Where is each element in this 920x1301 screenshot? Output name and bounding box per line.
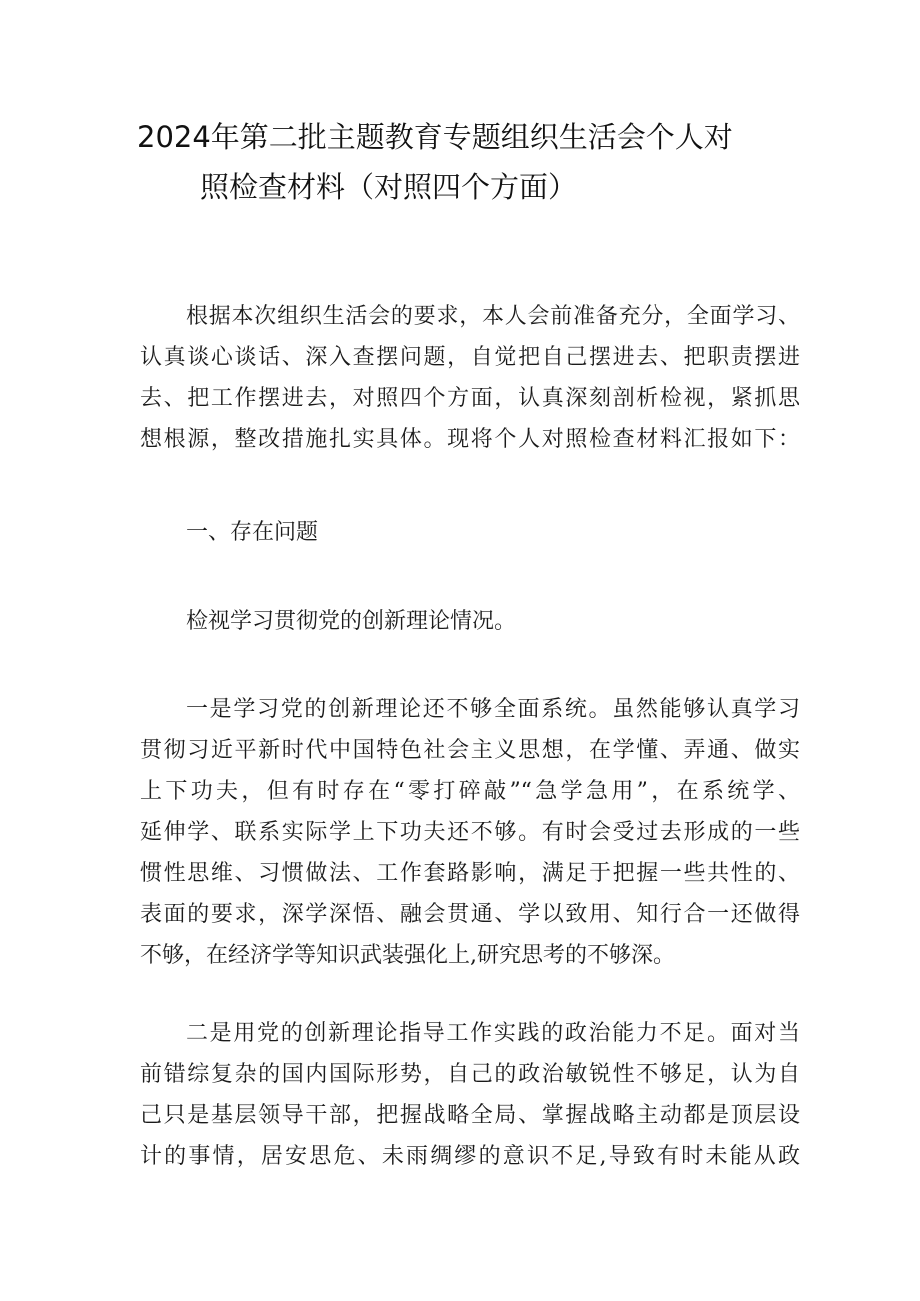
paragraph-line: 去、把工作摆进去，对照四个方面，认真深刻剖析检视，紧抓思 <box>140 386 800 411</box>
paragraph-line: 计的事情，居安思危、未雨绸缪的意识不足,导致有时未能从政 <box>140 1144 800 1169</box>
subsection-heading-text: 检视学习贯彻党的创新理论情况。 <box>186 609 517 634</box>
paragraph-line: 根据本次组织生活会的要求，本人会前准备充分，全面学习、 <box>186 304 800 329</box>
paragraph-line: 延伸学、联系实际学上下功夫还不够。有时会受过去形成的一些 <box>140 820 800 845</box>
paragraph-line: 己只是基层领导干部，把握战略全局、掌握战略主动都是顶层设 <box>140 1103 800 1128</box>
section-heading-problems <box>140 512 800 553</box>
paragraph-line: 前错综复杂的国内国际形势，自己的政治敏锐性不够足，认为自 <box>140 1062 800 1087</box>
paragraph-line: 认真谈心谈话、深入查摆问题，自觉把自己摆进去、把职责摆进 <box>140 345 800 370</box>
point-two-paragraph <box>140 1013 800 1177</box>
document-title-line-1: 2024年第二批主题教育专题组织生活会个人对 <box>137 120 733 154</box>
subsection-heading <box>140 601 800 642</box>
section-heading-text: 一、存在问题 <box>186 520 319 545</box>
paragraph-line: 贯彻习近平新时代中国特色社会主义思想，在学懂、弄通、做实 <box>140 738 800 763</box>
paragraph-line: 一是学习党的创新理论还不够全面系统。虽然能够认真学习 <box>186 697 800 722</box>
paragraph-line: 二是用党的创新理论指导工作实践的政治能力不足。面对当 <box>186 1021 800 1046</box>
point-one-paragraph <box>140 689 800 976</box>
paragraph-line: 上下功夫，但有时存在“零打碎敲”“急学急用”，在系统学、 <box>140 779 800 804</box>
paragraph-line: 表面的要求，深学深悟、融会贯通、学以致用、知行合一还做得 <box>140 902 800 927</box>
intro-paragraph <box>140 296 800 460</box>
paragraph-line: 惯性思维、习惯做法、工作套路影响，满足于把握一些共性的、 <box>140 861 800 886</box>
document-title-line-2: 照检查材料（对照四个方面） <box>200 170 578 204</box>
paragraph-line: 想根源，整改措施扎实具体。现将个人对照检查材料汇报如下： <box>140 427 800 452</box>
paragraph-line: 不够，在经济学等知识武装强化上,研究思考的不够深。 <box>140 943 675 968</box>
